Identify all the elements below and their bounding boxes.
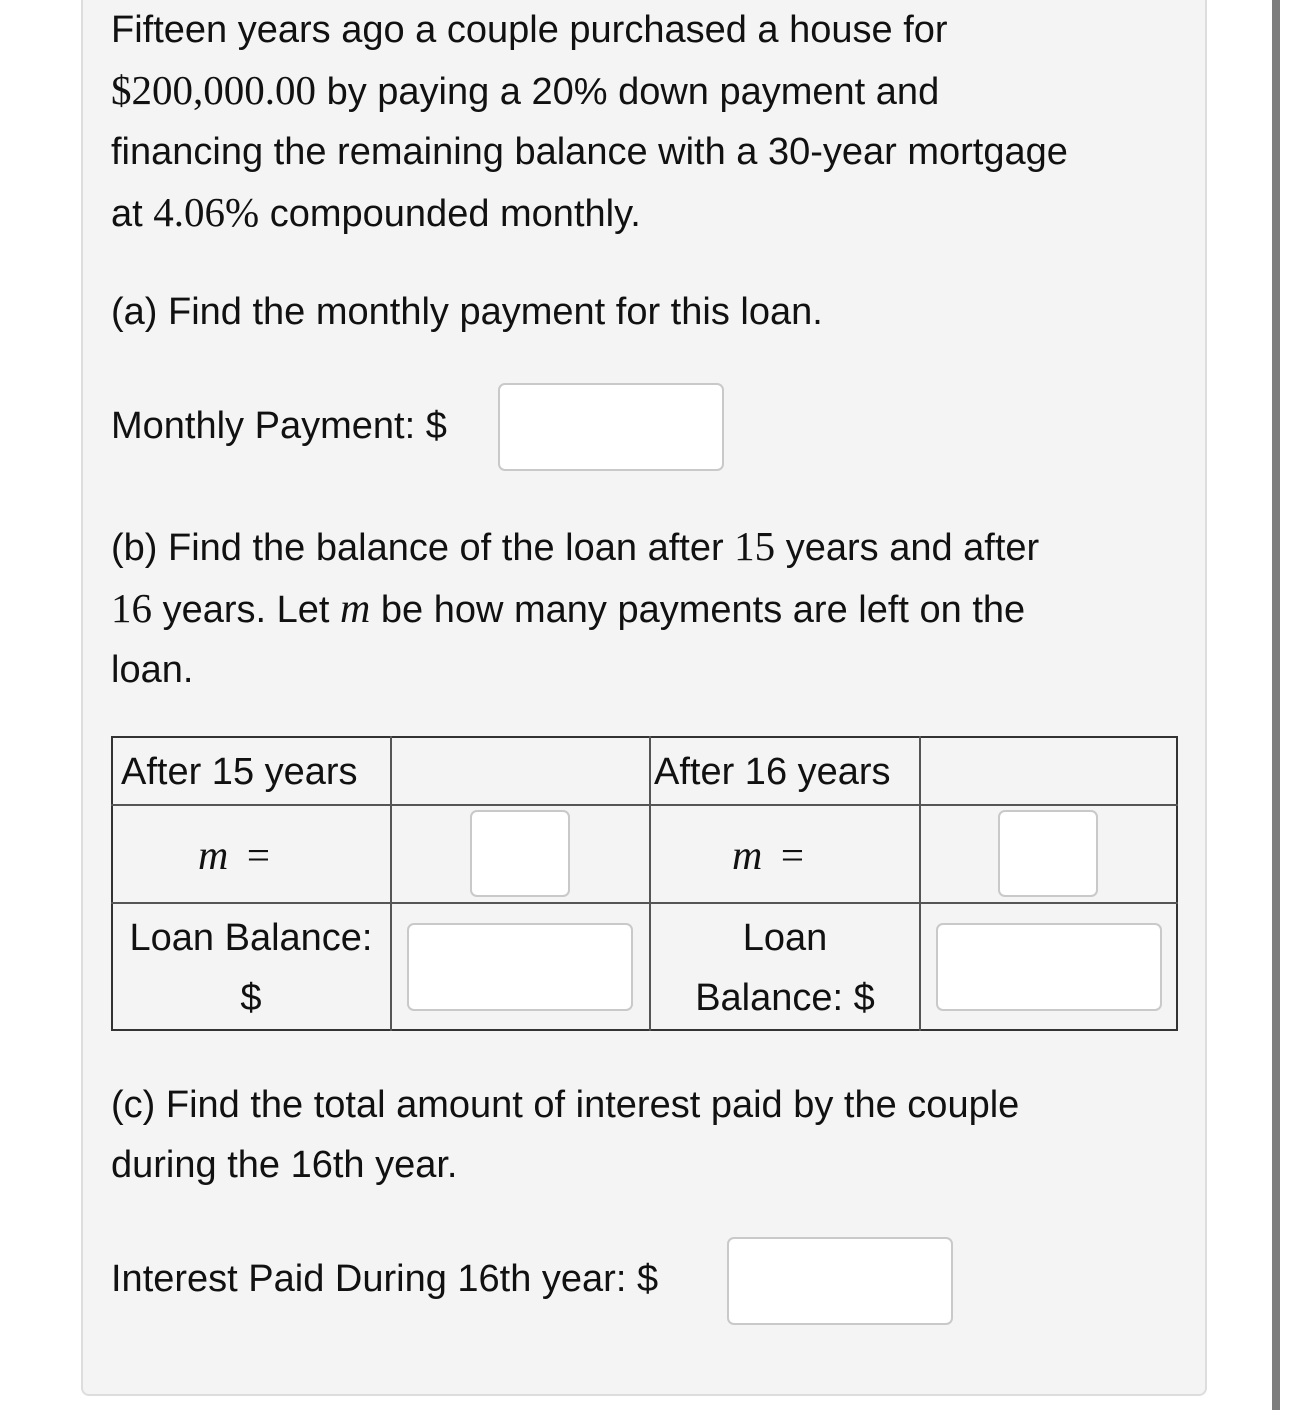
- part-b-text-4: be how many payments are left on the: [380, 589, 1026, 631]
- header-after-16-years: After 16 years: [654, 751, 891, 793]
- part-b-text-1: (b) Find the balance of the loan after: [111, 527, 724, 569]
- table-divider: [111, 804, 1178, 806]
- m-16-input[interactable]: [998, 810, 1098, 897]
- problem-intro-1: Fifteen years ago a couple purchased a house for: [111, 9, 948, 51]
- part-c-question: [111, 1075, 1191, 1195]
- loan-balance-16-input[interactable]: [936, 923, 1162, 1011]
- interest-paid-label: Interest Paid During 16th year: $: [111, 1258, 659, 1300]
- problem-intro-4-pre: at: [111, 193, 143, 235]
- part-c-text-1: (c) Find the total amount of interest paid by the couple: [111, 1084, 1020, 1126]
- variable-m: m: [340, 586, 371, 632]
- table-divider: [390, 736, 392, 1031]
- part-b-text-2: years and after: [785, 527, 1040, 569]
- problem-statement: [111, 0, 1191, 244]
- interest-paid-input[interactable]: [727, 1237, 953, 1325]
- monthly-payment-input[interactable]: [498, 383, 724, 471]
- house-price: $200,000.00: [111, 67, 316, 113]
- monthly-payment-label: Monthly Payment: $: [111, 405, 447, 447]
- m-15-input[interactable]: [470, 810, 570, 897]
- problem-intro-3: financing the remaining balance with a 30-year mortgage: [111, 131, 1068, 173]
- header-after-15-years: After 15 years: [121, 751, 358, 793]
- part-c-text-2: during the 16th year.: [111, 1144, 458, 1186]
- scrollbar[interactable]: [1272, 0, 1280, 1410]
- years-15: 15: [734, 523, 776, 569]
- problem-intro-2: by paying a 20% down payment and: [326, 71, 940, 113]
- table-divider: [919, 736, 921, 1031]
- part-b-question: [111, 516, 1191, 700]
- loan-balance-15-input[interactable]: [407, 923, 633, 1011]
- years-16: 16: [111, 585, 152, 631]
- problem-intro-4-post: compounded monthly.: [269, 193, 641, 235]
- interest-rate: 4.06%: [153, 189, 260, 235]
- table-divider: [111, 902, 1178, 904]
- m-label-16: m =: [732, 832, 805, 879]
- part-b-text-3: years. Let: [162, 589, 330, 631]
- loan-balance-label-15: Loan Balance: $: [129, 917, 373, 1019]
- loan-balance-label-16: Loan Balance: $: [695, 917, 875, 1019]
- m-label-15: m =: [198, 832, 271, 879]
- part-b-text-5: loan.: [111, 649, 194, 691]
- part-a-question: (a) Find the monthly payment for this loan.: [111, 291, 823, 333]
